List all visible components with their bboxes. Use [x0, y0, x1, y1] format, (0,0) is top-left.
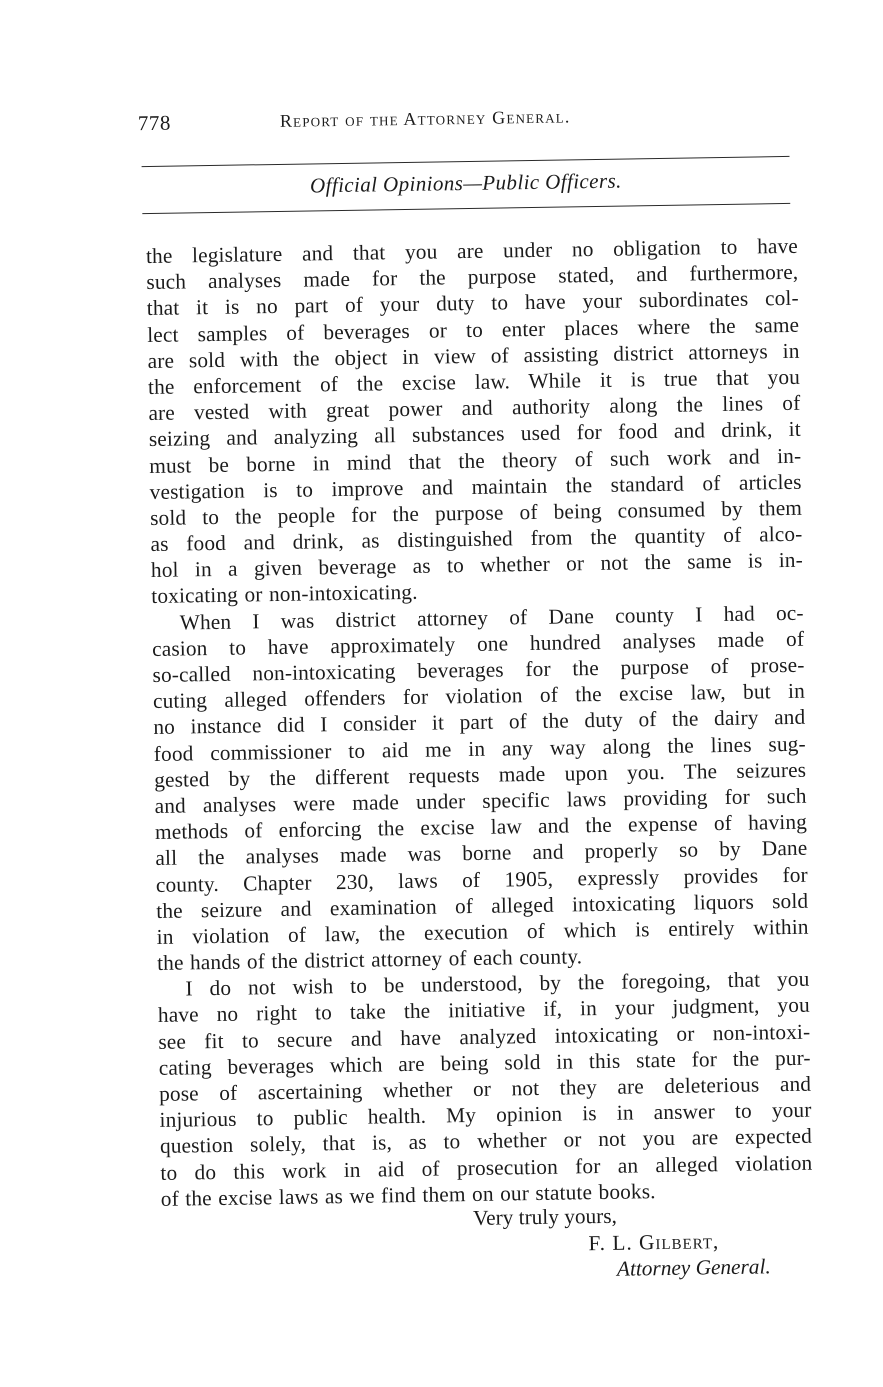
header-rule-bottom: [142, 203, 790, 214]
text-line: and analyses were made under specific laws providing for such: [154, 783, 807, 818]
text-line: are vested with great power and authority along the lines of: [148, 390, 801, 426]
text-line: toxicating or non-intoxicating.: [151, 580, 418, 609]
text-line: cating beverages which are being sold in this state for the pur-: [158, 1045, 811, 1080]
text-line: so-called non-intoxicating beverages for the purpose of prose-: [152, 652, 805, 687]
text-line: have no right to take the initiative if, in your judgment, you: [157, 993, 811, 1028]
signature-block: [158, 1201, 819, 1291]
text-line: gested by the different requests made upon you. The seizures: [154, 757, 807, 792]
text-line: in violation of law, the execution of which is entirely within: [156, 914, 809, 949]
text-line: county. Chapter 230, laws of 1905, expressly provides for: [155, 862, 808, 897]
text-line: When I was district attorney of Dane county I had oc-: [179, 600, 804, 635]
signer-title: Attorney General.: [616, 1254, 771, 1281]
text-line: casion to have approximately one hundred analyses made of: [151, 626, 805, 661]
text-line: vestigation is to improve and maintain the standard of articles: [149, 469, 802, 504]
text-line: lect samples of beverages or to enter places where the same: [147, 312, 800, 347]
text-line: are sold with the object in view of assisting district attorneys in: [147, 338, 800, 373]
text-line: that it is no part of your duty to have your subordinates col-: [146, 286, 799, 321]
body-text: [146, 233, 813, 1212]
text-line: no instance did I consider it part of the duty of the dairy and: [153, 705, 806, 740]
page-number: 778: [137, 110, 172, 136]
text-line: food commissioner to aid me in any way along the lines sug-: [153, 731, 806, 766]
running-head: [138, 101, 788, 141]
text-line: to do this work in aid of prosecution for an alleged violation: [160, 1150, 813, 1185]
text-line: the hands of the district attorney of each county.: [156, 944, 583, 976]
text-line: question solely, that is, as to whether or not you are expected: [159, 1124, 813, 1159]
text-line: the legislature and that you are under no obligation to have: [145, 233, 799, 269]
text-line: see fit to secure and have analyzed intoxicating or non-intoxi-: [158, 1019, 811, 1054]
text-line: cuting alleged offenders for violation of the excise law, but in: [152, 678, 806, 714]
text-line: hol in a given beverage as to whether or not the same is in-: [150, 548, 804, 583]
text-line: must be borne in mind that the theory of such work and in-: [149, 443, 802, 478]
text-line: the seizure and examination of alleged intoxicating liquors sold: [156, 888, 809, 923]
text-line: methods of enforcing the excise law and the expense of having: [154, 809, 808, 845]
text-line: pose of ascertaining whether or not they are deleterious and: [158, 1071, 812, 1106]
text-line: of the excise laws as we find them on our statute books.: [160, 1178, 656, 1211]
text-line: the enforcement of the excise law. While it is true that you: [147, 364, 801, 399]
valediction: Very truly yours,: [472, 1203, 618, 1231]
text-line: injurious to public health. My opinion is in answer to your: [159, 1097, 812, 1133]
section-title: Official Opinions—Public Officers.: [309, 168, 622, 198]
text-line: I do not wish to be understood, by the foregoing, that you: [185, 966, 810, 1001]
running-title: Report of the Attorney General.: [279, 106, 571, 131]
header-rule-top: [142, 156, 790, 167]
text-line: such analyses made for the purpose stated, and furthermore,: [146, 259, 799, 295]
text-line: seizing and analyzing all substances used for food and drink, it: [148, 417, 801, 452]
signer-name: F. L. Gilbert,: [588, 1229, 720, 1256]
text-line: all the analyses made was borne and properly so by Dane: [155, 836, 808, 871]
text-line: as food and drink, as distinguished from the quantity of alco-: [150, 521, 803, 557]
text-line: sold to the people for the purpose of being consumed by them: [149, 495, 803, 530]
